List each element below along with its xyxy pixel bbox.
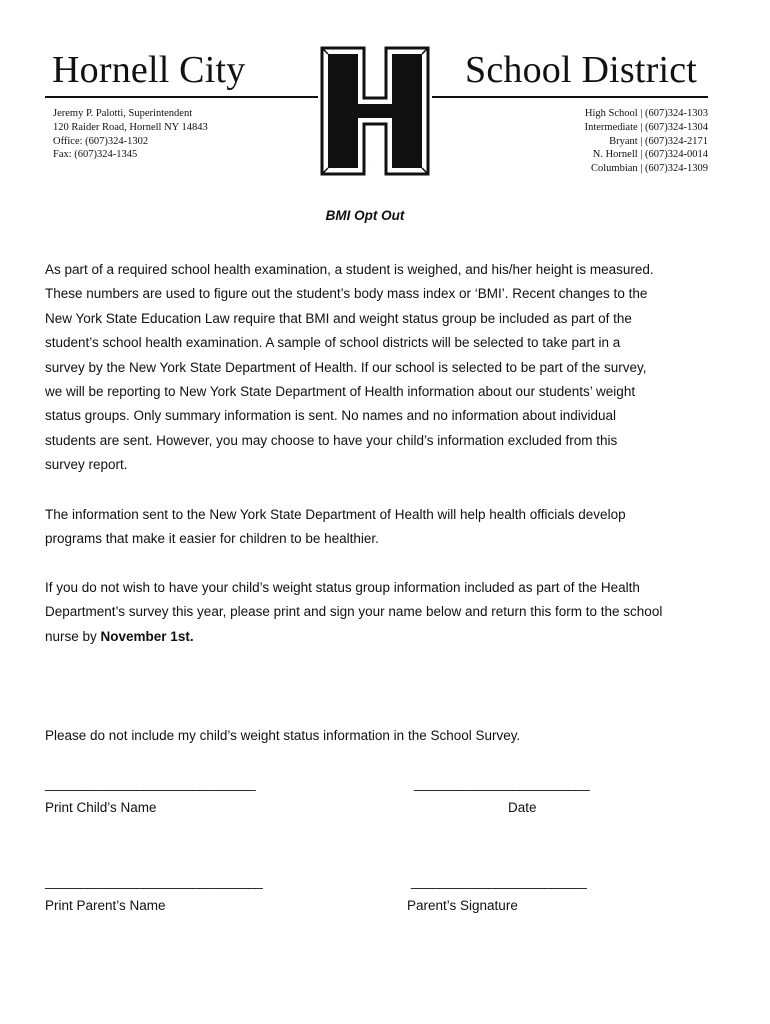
opt-out-statement: Please do not include my child’s weight status information in the School Survey. <box>45 728 521 743</box>
parent-name-label: Print Parent’s Name <box>45 898 166 913</box>
paragraph-line: New York State Education Law require that BMI and weight status group be included as part of the <box>45 310 632 326</box>
paragraph-line: status groups. Only summary information is sent. No names and no information about individual <box>45 408 617 424</box>
superintendent-contact <box>53 107 208 162</box>
school-h-logo <box>318 44 432 178</box>
instructions-paragraph <box>45 576 725 649</box>
child-name-label: Print Child’s Name <box>45 800 157 815</box>
school-phone-line: Intermediate | (607)324-1304 <box>584 121 708 133</box>
signature-label: Parent’s Signature <box>407 898 518 913</box>
paragraph-line: As part of a required school health examination, a student is weighed, and his/her height is measured. <box>45 262 654 277</box>
paragraph-line: These numbers are used to figure out the student’s body mass index or ‘BMI’. Recent changes to the <box>45 286 648 302</box>
explanation-paragraph <box>45 258 725 478</box>
paragraph-line: Department’s survey this year, please print and sign your name below and return this form to the school <box>45 604 663 620</box>
logo-letter: H <box>375 164 376 165</box>
paragraph-line: students are sent. However, you may choose to have your child’s information excluded from this <box>45 432 618 448</box>
school-phone-line: High School | (607)324-1303 <box>584 108 708 119</box>
date-line[interactable]: _________________________ <box>414 776 590 791</box>
contact-line: Fax: (607)324-1345 <box>53 149 138 161</box>
school-phone-line: Bryant | (607)324-2171 <box>609 135 708 147</box>
paragraph-line: student’s school health examination. A sample of school districts will be selected to take part in a <box>45 335 621 351</box>
school-phone-line: Columbian | (607)324-1309 <box>590 163 708 175</box>
school-phone-list <box>585 107 708 176</box>
paragraph-line: If you do not wish to have your child’s weight status group information included as part of the Health <box>45 580 640 595</box>
school-phone-line: N. Hornell | (607)324-0014 <box>592 149 708 161</box>
district-name-right: School District <box>465 49 698 91</box>
paragraph-line: The information sent to the New York State Department of Health will help health officials develop <box>45 507 626 522</box>
contact-line: 120 Raider Road, Hornell NY 14843 <box>53 121 208 133</box>
deadline-date: November 1st. <box>100 628 194 644</box>
form-title: BMI Opt Out <box>325 208 405 223</box>
paragraph-line: programs that make it easier for children to be healthier. <box>45 531 379 547</box>
date-label: Date <box>508 800 537 815</box>
paragraph-line: survey by the New York State Department of Health. If our school is selected to be part of the survey, <box>45 359 647 375</box>
deadline-prefix: nurse by <box>45 628 101 644</box>
paragraph-line: survey report. <box>45 457 128 473</box>
parent-name-line[interactable]: _______________________________ <box>45 874 263 889</box>
child-name-line[interactable]: ______________________________ <box>45 776 256 791</box>
signature-line[interactable]: _________________________ <box>411 874 587 889</box>
district-name-left: Hornell City <box>52 49 246 91</box>
paragraph-line: we will be reporting to New York State Department of Health information about our students’ weight <box>45 384 636 400</box>
contact-line: Office: (607)324-1302 <box>53 135 149 147</box>
paragraph-line <box>45 625 725 649</box>
contact-line: Jeremy P. Palotti, Superintendent <box>53 108 193 119</box>
purpose-paragraph <box>45 503 725 552</box>
